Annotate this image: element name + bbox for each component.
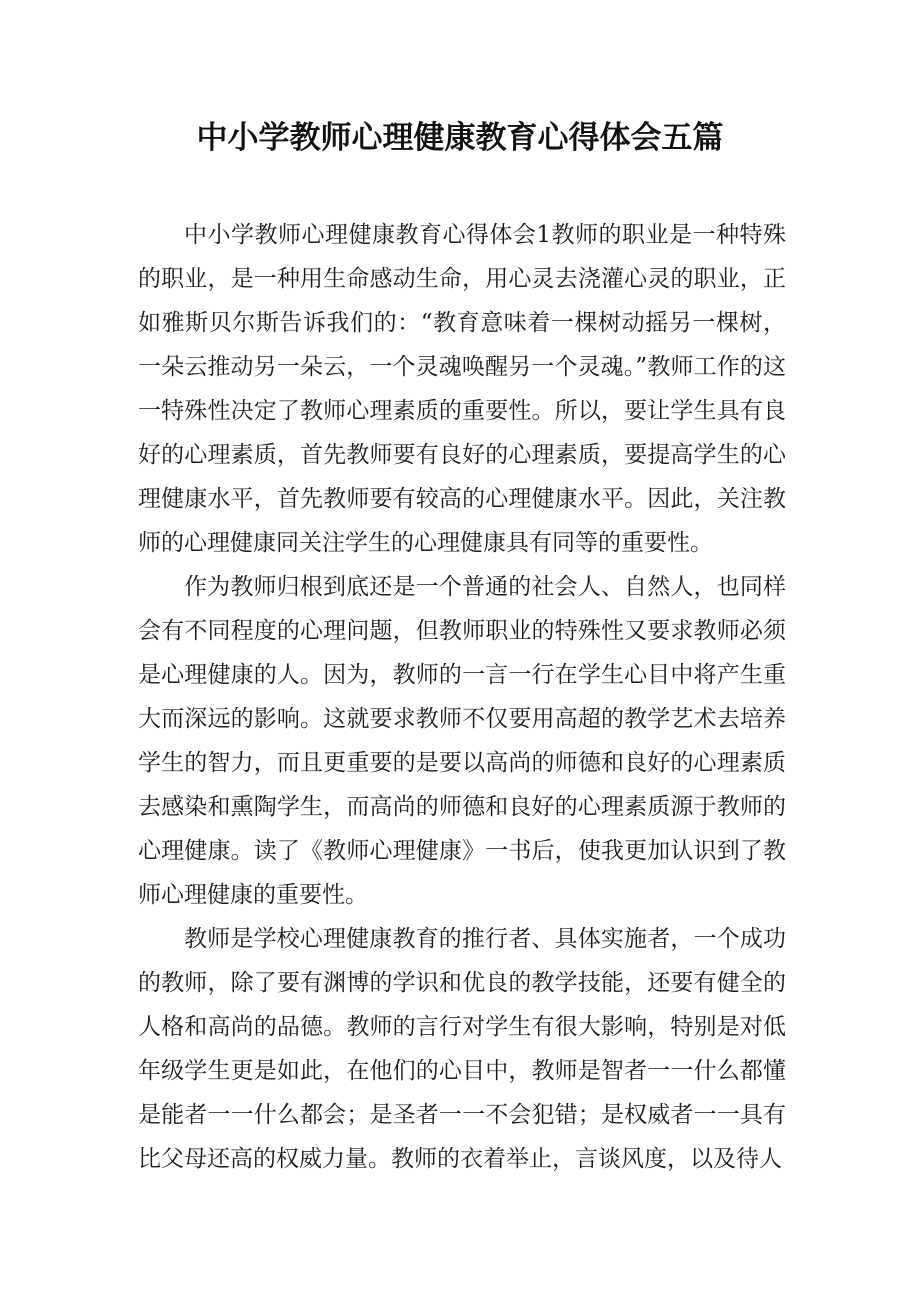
document-title: 中小学教师心理健康教育心得体会五篇 [196, 120, 724, 156]
paragraph-3: 教师是学校心理健康教育的推行者、具体实施者，一个成功的教师，除了要有渊博的学识和优良的教学技能，还要有健全的人格和高尚的品德。教师的言行对学生有很大影响，特别是对低年级学生更是如此，在他们的心目中，教师是智者一一什么都懂是能者一一什么都会；是圣者一一不会犯错；是权威者一一具有比父母还高的权威力量。教师的衣着举止，言谈风度，以及待人 [138, 926, 786, 1172]
document-body [138, 213, 786, 1181]
paragraph-2: 作为教师归根到底还是一个普通的社会人、自然人，也同样会有不同程度的心理问题，但教师职业的特殊性又要求教师必须是心理健康的人。因为，教师的一言一行在学生心目中将产生重大而深远的影响。这就要求教师不仅要用高超的教学艺术去培养学生的智力，而且更重要的是要以高尚的师德和良好的心理素质去感染和熏陶学生，而高尚的师德和良好的心理素质源于教师的心理健康。读了《教师心理健康》一书后，使我更加认识到了教师心理健康的重要性。 [138, 574, 786, 908]
paragraph-1: 中小学教师心理健康教育心得体会1教师的职业是一种特殊的职业，是一种用生命感动生命，用心灵去浇灌心灵的职业，正如雅斯贝尔斯告诉我们的：“教育意味着一棵树动摇另一棵树，一朵云推动另一朵云，一个灵魂唤醒另一个灵魂。”教师工作的这一特殊性决定了教师心理素质的重要性。所以，要让学生具有良好的心理素质，首先教师要有良好的心理素质，要提高学生的心理健康水平，首先教师要有较高的心理健康水平。因此，关注教师的心理健康同关注学生的心理健康具有同等的重要性。 [138, 222, 786, 556]
